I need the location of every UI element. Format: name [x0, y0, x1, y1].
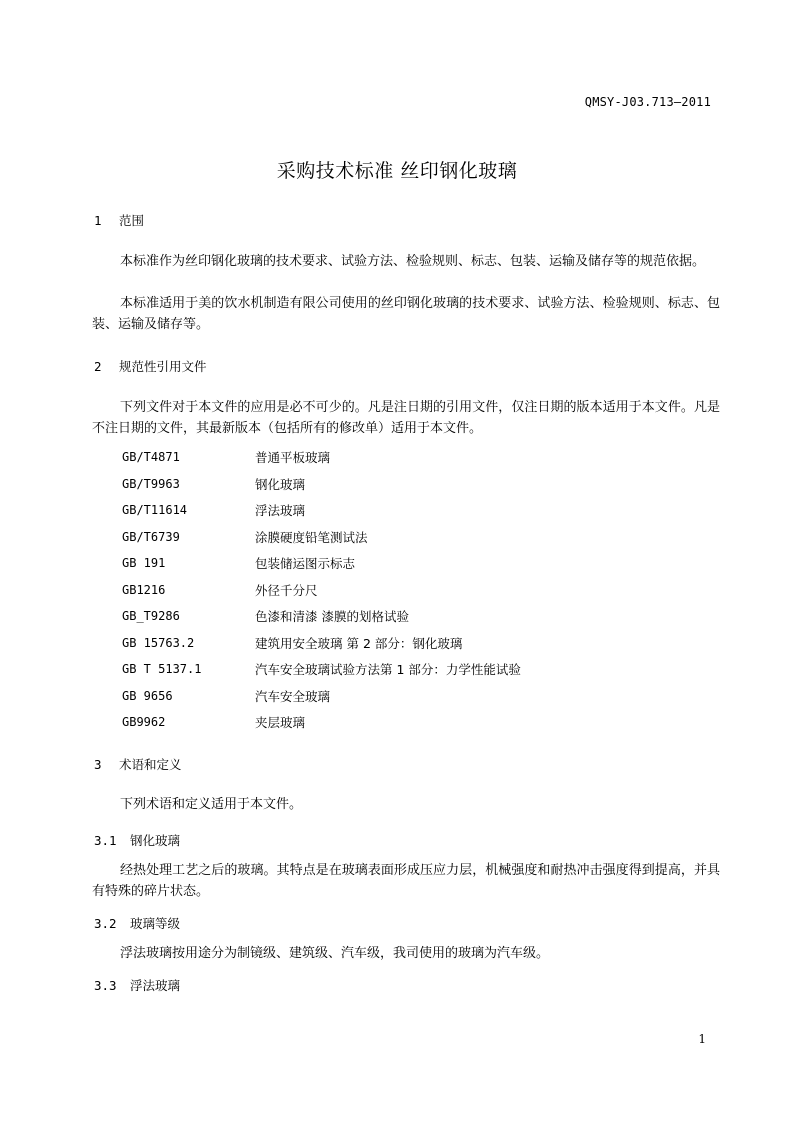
- reference-item: [122, 444, 722, 471]
- reference-code: GB 9656: [122, 688, 173, 703]
- reference-title: 夹层玻璃: [255, 715, 306, 731]
- reference-code: GB/T6739: [122, 529, 180, 544]
- subsection-3-1-number: 3.1: [94, 833, 117, 848]
- reference-code: GB T 5137.1: [122, 662, 202, 677]
- page-number: 1: [698, 1032, 706, 1046]
- section-3-title: 术语和定义: [119, 757, 182, 772]
- section-2-title: 规范性引用文件: [119, 359, 207, 374]
- section-3-number: 3: [94, 757, 102, 772]
- subsection-3-3-number: 3.3: [94, 978, 117, 993]
- subsection-3-2-number: 3.2: [94, 916, 117, 931]
- subsection-3-2-heading: [94, 914, 180, 932]
- reference-code: GB/T4871: [122, 450, 180, 465]
- subsection-3-2-text: 浮法玻璃按用途分为制镜级、建筑级、汽车级，我司使用的玻璃为汽车级。: [120, 946, 550, 961]
- reference-title: 包装储运图示标志: [255, 556, 356, 572]
- reference-title: 浮法玻璃: [255, 503, 306, 519]
- reference-title: 涂膜硬度铅笔测试法: [255, 529, 368, 545]
- section-3-paragraph-1: 下列术语和定义适用于本文件。: [120, 797, 303, 812]
- document-code: QMSY-J03.713—2011: [584, 95, 711, 109]
- reference-item: [122, 683, 722, 710]
- reference-title: 汽车安全玻璃: [255, 688, 331, 704]
- reference-title: 普通平板玻璃: [255, 450, 331, 466]
- subsection-3-1-title: 钢化玻璃: [130, 833, 181, 848]
- reference-code: GB9962: [122, 715, 166, 730]
- reference-item: [122, 577, 722, 604]
- subsection-3-1-heading: [94, 831, 180, 849]
- reference-item: [122, 656, 722, 683]
- reference-title: 建筑用安全玻璃 第 2 部分：钢化玻璃: [255, 635, 463, 651]
- subsection-3-3-heading: [94, 976, 180, 994]
- subsection-3-3-title: 浮法玻璃: [130, 978, 181, 993]
- reference-code: GB/T11614: [122, 503, 188, 518]
- reference-item: [122, 471, 722, 498]
- subsection-3-2-title: 玻璃等级: [130, 916, 181, 931]
- reference-code: GB 191: [122, 556, 166, 571]
- reference-title: 外径千分尺: [255, 582, 318, 598]
- reference-code: GB/T9963: [122, 476, 180, 491]
- section-1-heading: [94, 211, 144, 229]
- section-1-number: 1: [94, 213, 102, 228]
- reference-code: GB_T9286: [122, 609, 180, 624]
- reference-title: 色漆和清漆 漆膜的划格试验: [255, 609, 409, 625]
- section-1-title: 范围: [119, 213, 145, 228]
- section-1-paragraph-2: 本标准适用于美的饮水机制造有限公司使用的丝印钢化玻璃的技术要求、试验方法、检验规则、标志、包装、运输及储存等。: [92, 296, 720, 332]
- reference-code: GB 15763.2: [122, 635, 195, 650]
- reference-item: [122, 550, 722, 577]
- page-title: 采购技术标准 丝印钢化玻璃: [276, 160, 518, 182]
- reference-item: [122, 630, 722, 657]
- reference-item: [122, 524, 722, 551]
- section-1-paragraph-1: 本标准作为丝印钢化玻璃的技术要求、试验方法、检验规则、标志、包装、运输及储存等的规范依据。: [120, 254, 706, 269]
- section-2-heading: [94, 357, 207, 375]
- section-2-paragraph-1: 下列文件对于本文件的应用是必不可少的。凡是注日期的引用文件，仅注日期的版本适用于本文件。凡是不注日期的文件，其最新版本（包括所有的修改单）适用于本文件。: [92, 400, 720, 436]
- section-2-number: 2: [94, 359, 102, 374]
- reference-title: 汽车安全玻璃试验方法第 1 部分：力学性能试验: [255, 662, 521, 678]
- reference-title: 钢化玻璃: [255, 476, 306, 492]
- reference-item: [122, 603, 722, 630]
- subsection-3-1-text: 经热处理工艺之后的玻璃。其特点是在玻璃表面形成压应力层，机械强度和耐热冲击强度得到提高，并具有特殊的碎片状态。: [92, 863, 720, 899]
- reference-item: [122, 709, 722, 736]
- reference-code: GB1216: [122, 582, 166, 597]
- reference-item: [122, 497, 722, 524]
- section-3-heading: [94, 755, 182, 773]
- reference-list: [122, 444, 722, 736]
